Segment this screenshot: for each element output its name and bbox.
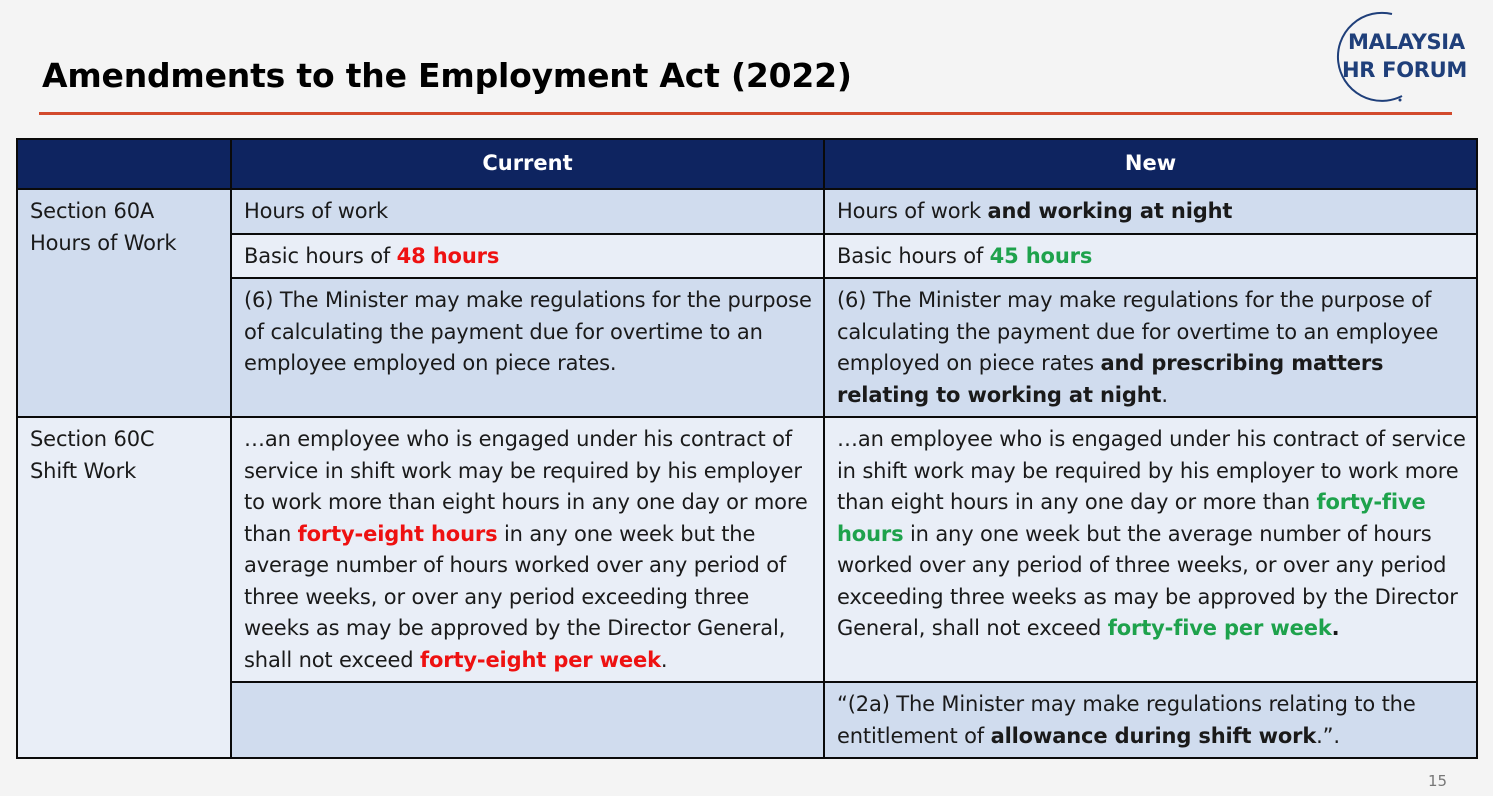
logo-text-line1: MALAYSIA xyxy=(1348,30,1465,54)
cell-current xyxy=(231,189,824,234)
cell-new xyxy=(824,278,1477,417)
cell-text: Hours of work xyxy=(244,199,388,223)
cell-text: . xyxy=(660,647,668,672)
cell-current xyxy=(231,682,824,758)
cell-new xyxy=(824,234,1477,279)
cell-text-green: 45 hours xyxy=(989,243,1093,268)
cell-text-bold: allowance during shift work xyxy=(990,723,1317,748)
cell-text: . xyxy=(1161,382,1168,407)
logo-arc-icon xyxy=(1322,10,1482,102)
cell-text: Basic hours of xyxy=(837,243,990,268)
cell-new xyxy=(824,189,1477,234)
cell-text-bold: . xyxy=(1331,616,1340,640)
cell-text: in any one week but the average number of hours worked over any period of three weeks, or over any period exceeding three weeks as may be approved by the Director General, shall not exceed xyxy=(837,521,1458,640)
section-label-line: Section 60C xyxy=(30,427,155,451)
table-row xyxy=(17,234,1477,279)
cell-current xyxy=(231,417,824,682)
cell-text: Hours of work xyxy=(837,199,988,223)
cell-text-green: forty-five per week xyxy=(1107,616,1332,640)
cell-text-bold: and working at night xyxy=(987,199,1233,223)
cell-text-red: 48 hours xyxy=(396,243,500,268)
logo-text-line2: HR FORUM xyxy=(1342,58,1467,82)
cell-text: Basic hours of xyxy=(244,243,397,268)
cell-text-red: forty-eight per week xyxy=(419,647,661,672)
page-title: Amendments to the Employment Act (2022) xyxy=(42,56,852,95)
cell-text: in any one week but the average number of hours worked over any period of three weeks, or over any period exceeding three weeks as may be approved by the Director General, shall not exceed xyxy=(244,521,787,672)
cell-text-green: forty-five hours xyxy=(837,490,1426,546)
cell-text: (6) The Minister may make regulations for the purpose of calculating the payment due for overtime to an employee employed on piece rates. xyxy=(244,288,812,375)
header-current: Current xyxy=(231,139,824,189)
header-new: New xyxy=(824,139,1477,189)
cell-new xyxy=(824,682,1477,758)
cell-text: …an employee who is engaged under his contract of service in shift work may be required by his employer to work more than eight hours in any one day or more than xyxy=(244,427,808,546)
malaysia-hr-forum-logo xyxy=(1322,10,1482,102)
table-row xyxy=(17,417,1477,682)
table-row xyxy=(17,189,1477,234)
cell-text: “(2a) The Minister may make regulations relating to the entitlement of xyxy=(837,692,1416,748)
cell-new xyxy=(824,417,1477,682)
cell-text-red: forty-eight hours xyxy=(297,521,498,546)
cell-text-bold: and prescribing matters relating to working at night xyxy=(837,351,1384,407)
table-header-row xyxy=(17,139,1477,189)
cell-current xyxy=(231,278,824,417)
section-label-line: Section 60A xyxy=(30,199,155,223)
table-row xyxy=(17,682,1477,758)
header-blank xyxy=(17,139,231,189)
section-label-line: Shift Work xyxy=(30,458,137,483)
table-row xyxy=(17,278,1477,417)
section-label-line: Hours of Work xyxy=(30,230,177,255)
cell-text: .”. xyxy=(1316,723,1340,748)
cell-text: (6) The Minister may make regulations for the purpose of calculating the payment due for overtime to an employee employed on piece rates xyxy=(837,288,1439,375)
amendments-table xyxy=(16,138,1478,759)
cell-text: …an employee who is engaged under his contract of service in shift work may be required by his employer to work more than eight hours in any one day or more than xyxy=(837,427,1466,514)
page-number: 15 xyxy=(1428,772,1448,790)
section-60a-label xyxy=(17,189,231,417)
cell-current xyxy=(231,234,824,279)
title-underline xyxy=(39,112,1452,115)
section-60c-label xyxy=(17,417,231,758)
